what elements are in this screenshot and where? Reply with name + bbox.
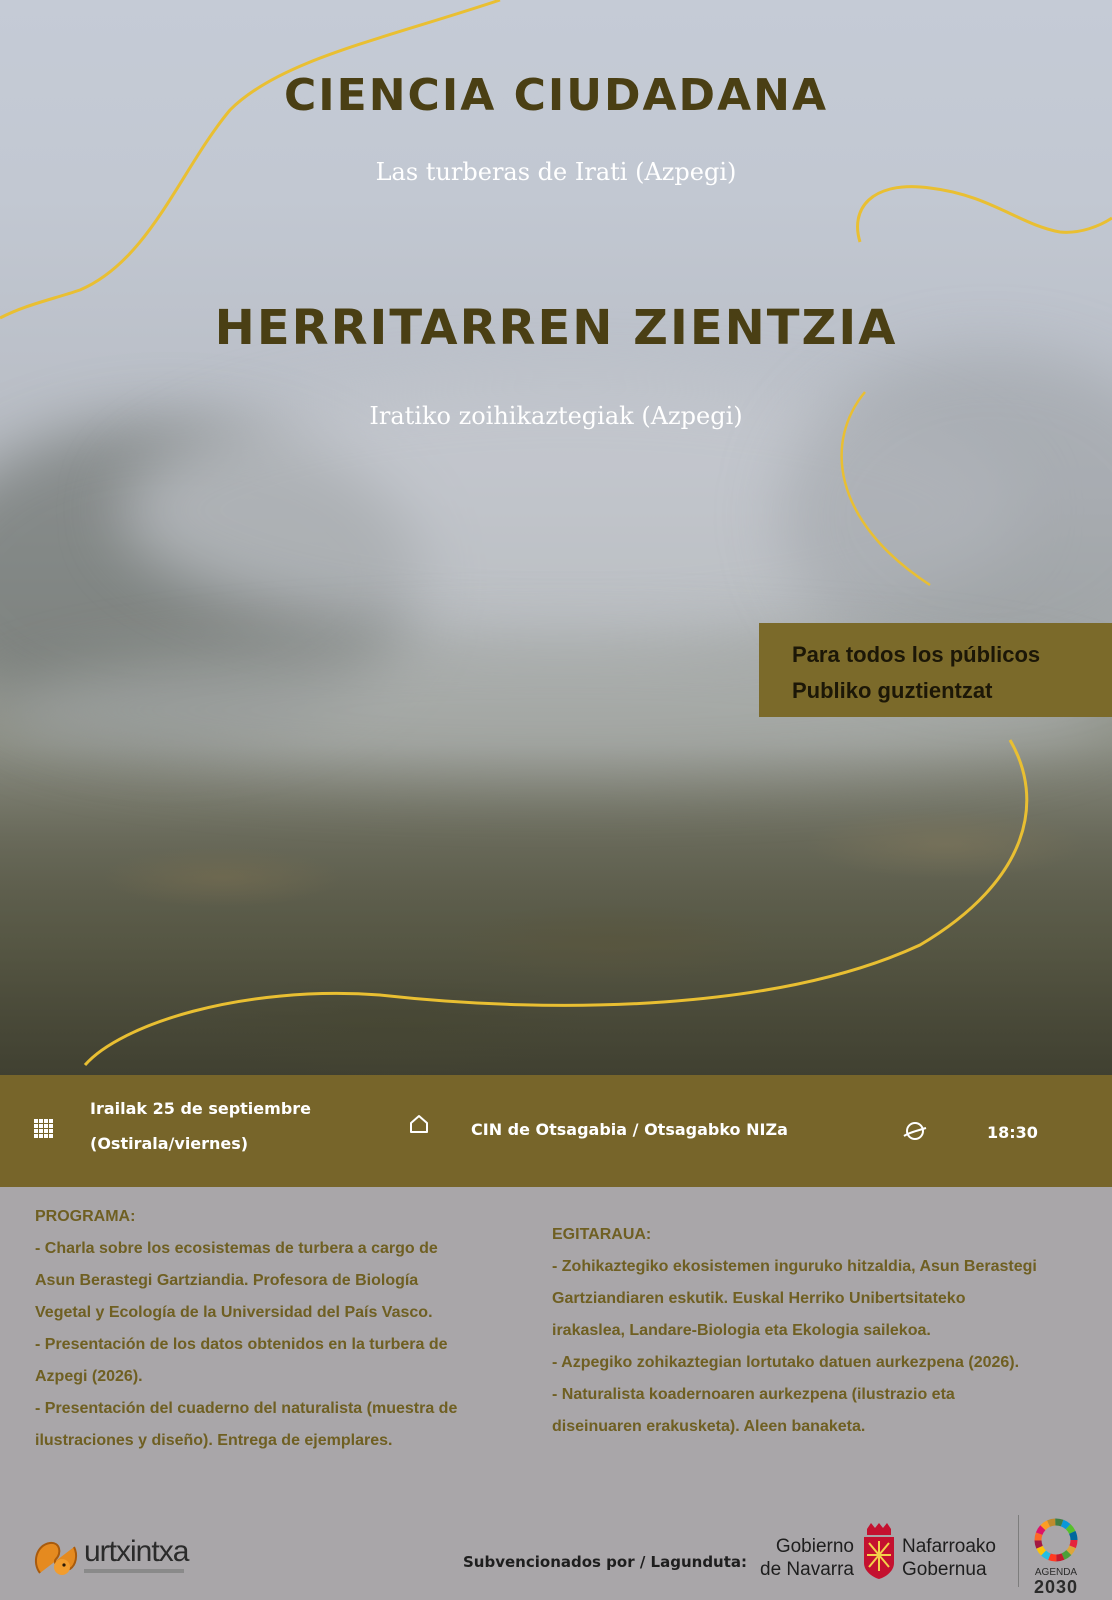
urtxintxa-tagline-line bbox=[84, 1569, 184, 1573]
agenda-label: AGENDA bbox=[1034, 1567, 1078, 1578]
home-icon bbox=[408, 1113, 430, 1135]
program-eu-line: Gartziandiaren eskutik. Euskal Herriko Unibertsitateko bbox=[552, 1290, 966, 1307]
audience-box bbox=[759, 623, 1112, 717]
clock-icon bbox=[902, 1118, 928, 1144]
gold-curve-top-right bbox=[858, 187, 1112, 242]
program-section bbox=[0, 1187, 1112, 1487]
program-eu-line: diseinuaren erakusketa). Aleen banaketa. bbox=[552, 1418, 866, 1435]
footer bbox=[0, 1487, 1112, 1600]
program-eu-heading: EGITARAUA: bbox=[552, 1226, 652, 1243]
funded-by-label: Subvencionados por / Lagunduta: bbox=[463, 1553, 748, 1571]
gov-es-line-1: Gobierno bbox=[775, 1536, 854, 1557]
gov-eu-line-1: Nafarroako bbox=[902, 1536, 996, 1557]
program-es-line: - Presentación del cuaderno del naturalista (muestra de bbox=[35, 1400, 458, 1417]
sdg-wheel-icon bbox=[1031, 1515, 1081, 1565]
subtitle-basque: Iratiko zoihikaztegiak (Azpegi) bbox=[369, 402, 743, 430]
audience-line-eu: Publiko guztientzat bbox=[792, 678, 993, 703]
program-eu-line: - Zohikaztegiko ekosistemen inguruko hitzaldia, Asun Berastegi bbox=[552, 1258, 1037, 1275]
program-es-line: Asun Berastegi Gartziandia. Profesora de Biología bbox=[35, 1272, 419, 1289]
event-weekday: (Ostirala/viernes) bbox=[90, 1134, 249, 1153]
program-es-heading: PROGRAMA: bbox=[35, 1208, 136, 1225]
audience-line-es: Para todos los públicos bbox=[792, 642, 1041, 667]
gov-eu-line-2: Gobernua bbox=[902, 1559, 987, 1580]
program-eu-line: - Azpegiko zohikaztegian lortutako datuen aurkezpena (2026). bbox=[552, 1354, 1020, 1371]
program-es-line: Azpegi (2026). bbox=[35, 1368, 143, 1385]
title-basque: HERRITARREN ZIENTZIA bbox=[214, 300, 898, 356]
squirrel-icon bbox=[30, 1533, 82, 1581]
program-eu-line: irakaslea, Landare-Biologia eta Ekologia sailekoa. bbox=[552, 1322, 931, 1339]
subtitle-spanish: Las turberas de Irati (Azpegi) bbox=[375, 158, 737, 186]
program-es-line: - Charla sobre los ecosistemas de turbera a cargo de bbox=[35, 1240, 438, 1257]
event-location: CIN de Otsagabia / Otsagabko NIZa bbox=[471, 1120, 788, 1139]
agenda-year: 2030 bbox=[1033, 1577, 1079, 1597]
urtxintxa-logo-text: urtxintxa bbox=[84, 1535, 189, 1568]
event-info-bar bbox=[0, 1075, 1112, 1187]
program-basque bbox=[552, 1219, 1097, 1443]
event-date: Irailak 25 de septiembre bbox=[90, 1099, 312, 1118]
gov-es-line-2: de Navarra bbox=[760, 1559, 854, 1580]
program-eu-line: - Naturalista koadernoaren aurkezpena (ilustrazio eta bbox=[552, 1386, 955, 1403]
program-es-line: - Presentación de los datos obtenidos en la turbera de bbox=[35, 1336, 448, 1353]
program-spanish bbox=[35, 1201, 505, 1457]
program-es-line: Vegetal y Ecología de la Universidad del País Vasco. bbox=[35, 1304, 433, 1321]
gov-navarra-es bbox=[752, 1535, 854, 1581]
title-spanish: CIENCIA CIUDADANA bbox=[284, 70, 828, 121]
event-time: 18:30 bbox=[987, 1123, 1038, 1142]
calendar-icon bbox=[33, 1118, 55, 1140]
gov-navarra-eu bbox=[902, 1535, 996, 1581]
navarra-coat-of-arms-icon bbox=[861, 1523, 897, 1579]
program-es-line: ilustraciones y diseño). Entrega de ejemplares. bbox=[35, 1432, 393, 1449]
footer-divider bbox=[1018, 1515, 1019, 1587]
gold-curve-bottom bbox=[85, 740, 1027, 1065]
